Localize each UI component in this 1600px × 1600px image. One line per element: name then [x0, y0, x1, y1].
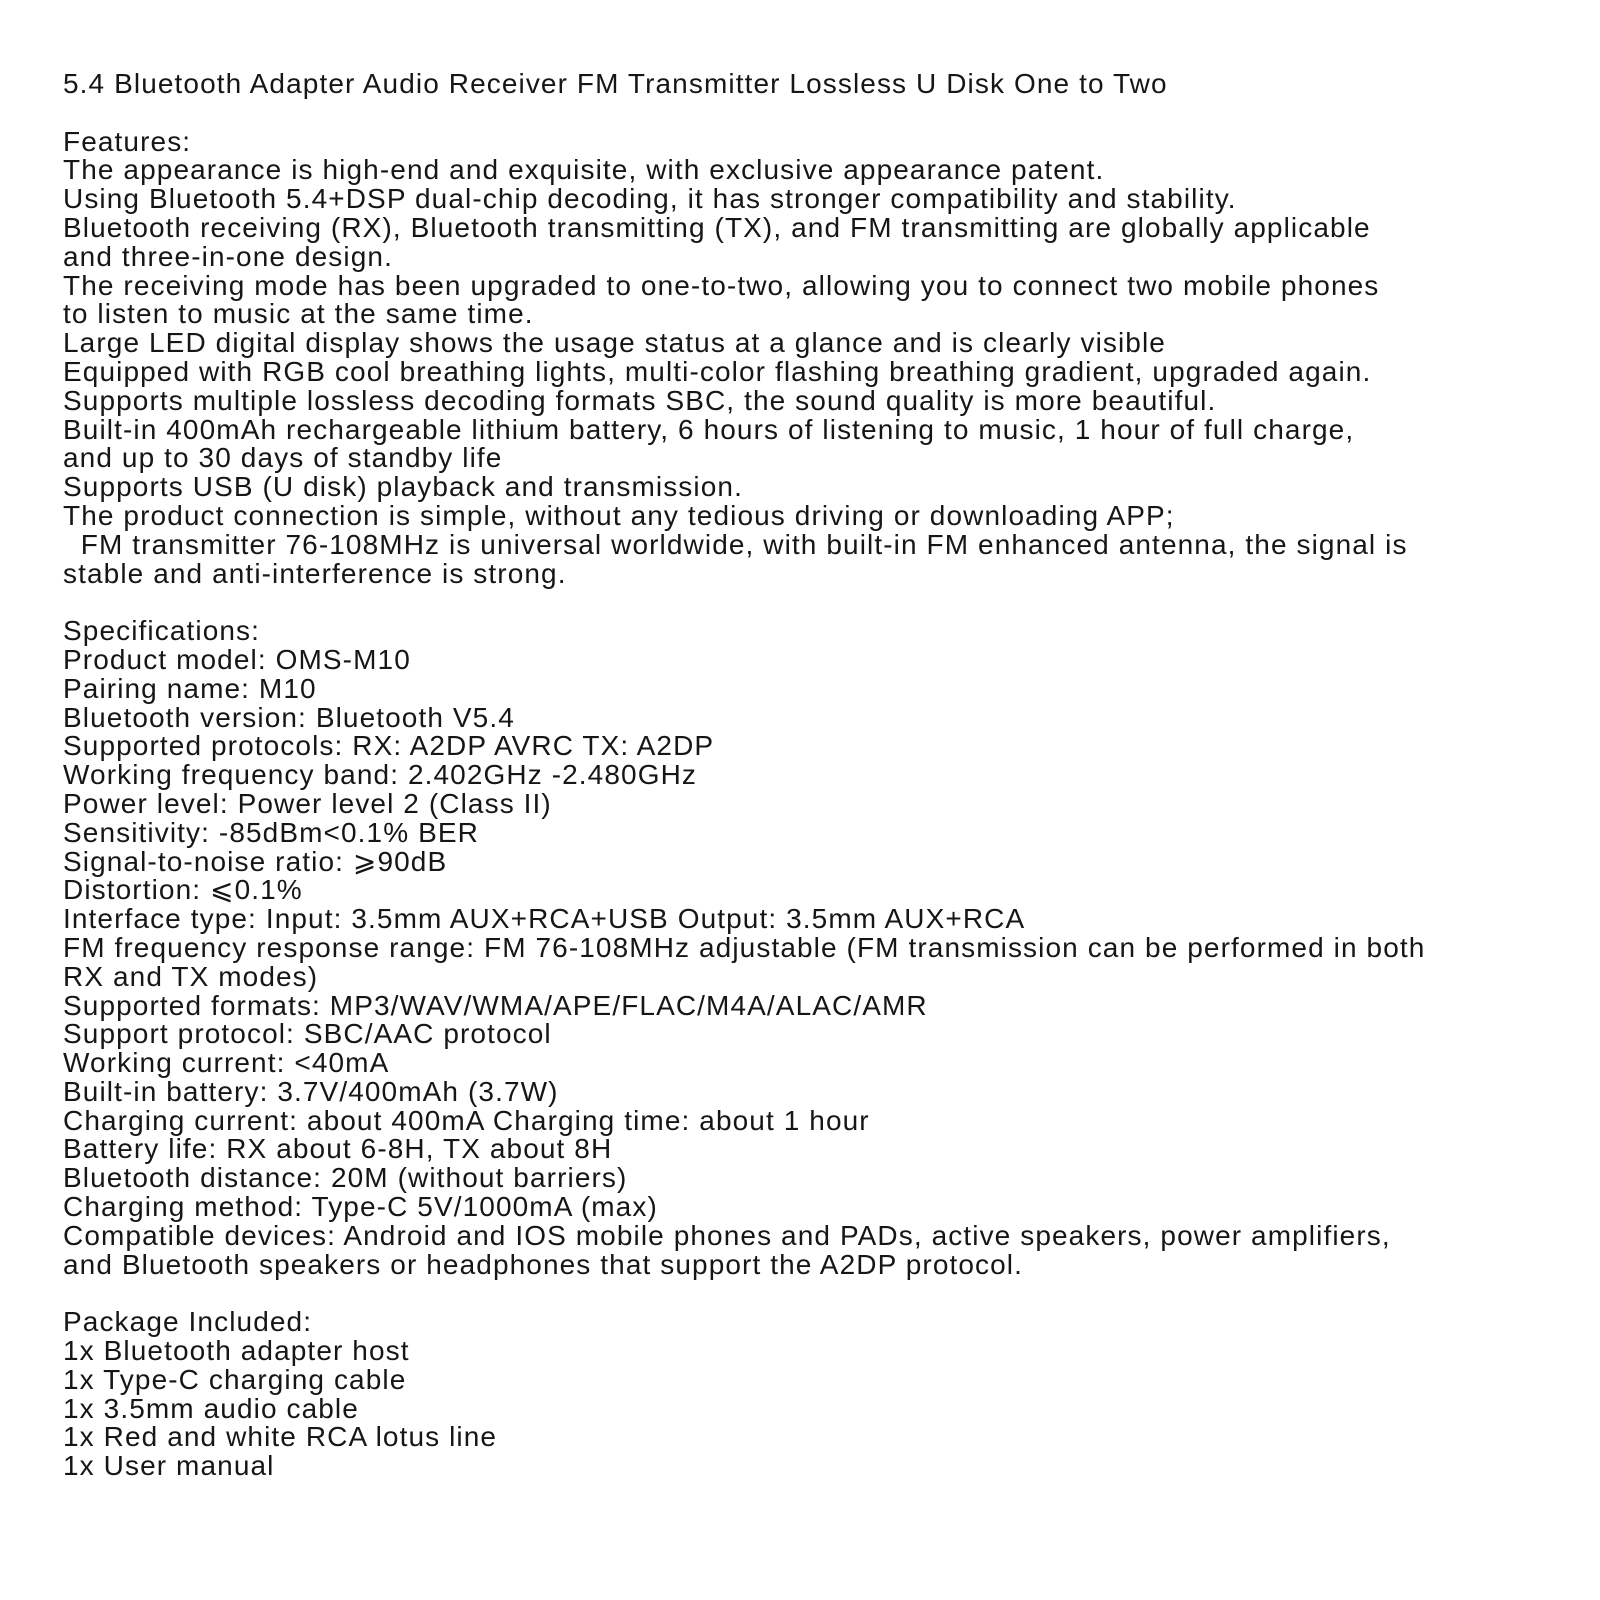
features-line: stable and anti-interference is strong.: [63, 557, 567, 589]
specification-line: Charging method: Type-C 5V/1000mA (max): [63, 1191, 658, 1223]
specification-line: Sensitivity: -85dBm<0.1% BER: [63, 816, 479, 848]
page-title: 5.4 Bluetooth Adapter Audio Receiver FM Transmitter Lossless U Disk One to Two: [63, 68, 1168, 99]
features-section: [63, 125, 1560, 589]
specification-line: Bluetooth version: Bluetooth V5.4: [63, 701, 515, 733]
package-line: 1x Bluetooth adapter host: [63, 1335, 410, 1367]
features-line: FM transmitter 76-108MHz is universal worldwide, with built-in FM enhanced antenna, the signal is: [63, 528, 1408, 560]
specification-line: Product model: OMS-M10: [63, 643, 411, 675]
specification-line: FM frequency response range: FM 76-108MHz adjustable (FM transmission can be performed in both: [63, 931, 1426, 963]
specification-line: RX and TX modes): [63, 960, 319, 992]
specification-line: Battery life: RX about 6-8H, TX about 8H: [63, 1133, 613, 1165]
specification-line: Built-in battery: 3.7V/400mAh (3.7W): [63, 1075, 559, 1107]
specification-line: Signal-to-noise ratio: ⩾90dB: [63, 845, 448, 877]
specification-line: Supported formats: MP3/WAV/WMA/APE/FLAC/M4A/ALAC/AMR: [63, 989, 928, 1021]
specifications-heading: Specifications:: [63, 615, 261, 647]
features-line: The product connection is simple, without any tedious driving or downloading APP;: [63, 499, 1175, 531]
specification-line: Interface type: Input: 3.5mm AUX+RCA+USB Output: 3.5mm AUX+RCA: [63, 903, 1026, 935]
features-heading: Features:: [63, 125, 192, 157]
package-heading: Package Included:: [63, 1306, 313, 1338]
specification-line: Compatible devices: Android and IOS mobile phones and PADs, active speakers, power amplifiers,: [63, 1219, 1391, 1251]
features-line: Supports USB (U disk) playback and transmission.: [63, 471, 743, 503]
specification-line: Working current: <40mA: [63, 1047, 390, 1079]
package-line: 1x Type-C charging cable: [63, 1363, 407, 1395]
specification-line: Bluetooth distance: 20M (without barriers): [63, 1162, 628, 1194]
package-line: 1x User manual: [63, 1450, 275, 1482]
specification-line: Distortion: ⩽0.1%: [63, 874, 303, 906]
features-line: to listen to music at the same time.: [63, 298, 534, 330]
specification-line: Supported protocols: RX: A2DP AVRC TX: A2DP: [63, 730, 715, 762]
specification-line: Pairing name: M10: [63, 672, 317, 704]
features-line: Equipped with RGB cool breathing lights, multi-color flashing breathing gradient, upgraded again.: [63, 355, 1372, 387]
package-line: 1x Red and white RCA lotus line: [63, 1421, 498, 1453]
features-line: The receiving mode has been upgraded to one-to-two, allowing you to connect two mobile phones: [63, 269, 1380, 301]
specifications-section: [63, 617, 1560, 1279]
package-included-section: [63, 1308, 1560, 1481]
specification-line: Charging current: about 400mA Charging time: about 1 hour: [63, 1104, 870, 1136]
specification-line: Power level: Power level 2 (Class II): [63, 787, 552, 819]
features-line: Supports multiple lossless decoding formats SBC, the sound quality is more beautiful.: [63, 384, 1217, 416]
specification-line: Working frequency band: 2.402GHz -2.480GHz: [63, 759, 697, 791]
features-line: The appearance is high-end and exquisite, with exclusive appearance patent.: [63, 154, 1105, 186]
features-line: Large LED digital display shows the usage status at a glance and is clearly visible: [63, 327, 1166, 359]
features-line: and three-in-one design.: [63, 240, 393, 272]
features-line: and up to 30 days of standby life: [63, 442, 503, 474]
specification-line: and Bluetooth speakers or headphones that support the A2DP protocol.: [63, 1248, 1024, 1280]
features-line: Using Bluetooth 5.4+DSP dual-chip decoding, it has stronger compatibility and stability.: [63, 183, 1237, 215]
features-line: Built-in 400mAh rechargeable lithium battery, 6 hours of listening to music, 1 hour of full charge,: [63, 413, 1355, 445]
features-line: Bluetooth receiving (RX), Bluetooth transmitting (TX), and FM transmitting are globally applicable: [63, 211, 1371, 243]
package-line: 1x 3.5mm audio cable: [63, 1392, 359, 1424]
specification-line: Support protocol: SBC/AAC protocol: [63, 1018, 552, 1050]
